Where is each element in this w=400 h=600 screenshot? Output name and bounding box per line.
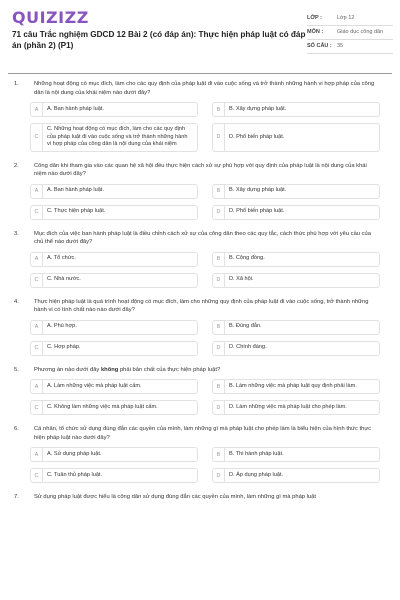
question-item bbox=[0, 230, 400, 288]
answer-option[interactable] bbox=[212, 252, 380, 267]
option-letter: B bbox=[213, 380, 225, 393]
option-text: D. Làm những việc mà pháp luật cho phép làm. bbox=[229, 403, 347, 410]
question-item bbox=[0, 80, 400, 152]
option-text: A. Ban hành pháp luật. bbox=[47, 105, 104, 112]
question-body: Những hoạt động có mục đích, làm cho các quy định của pháp luật đi vào cuộc sống và trở thành những hành vi hợp pháp của công dân là nội dung của khái niệm nào dưới đây? bbox=[34, 81, 375, 96]
question-text bbox=[10, 493, 390, 502]
question-body: Mục đích của việc ban hành pháp luật là điều chỉnh cách xử sự của công dân theo các quy tắc, cách thức phù hợp với yêu cầu của chủ thể nào dưới đây? bbox=[34, 230, 371, 245]
answer-option[interactable] bbox=[30, 468, 198, 483]
option-text: B. Thi hành pháp luật. bbox=[229, 450, 284, 457]
answer-option[interactable] bbox=[30, 341, 198, 356]
option-letter: C bbox=[31, 124, 43, 151]
question-number: 5. bbox=[14, 366, 19, 373]
answer-option[interactable] bbox=[30, 102, 198, 117]
question-number: 7. bbox=[14, 494, 19, 500]
question-text bbox=[10, 366, 390, 375]
answer-option[interactable] bbox=[30, 184, 198, 199]
option-letter: D bbox=[213, 274, 225, 287]
question-body: Thực hiện pháp luật là quá trình hoạt động có mục đích, làm cho những quy định của pháp luật đi vào cuộc sống, trở thành những hành vi có tính chất nào nào dưới đây? bbox=[34, 298, 369, 313]
option-letter: A bbox=[31, 448, 43, 461]
answer-option[interactable] bbox=[30, 273, 198, 288]
answer-option[interactable] bbox=[30, 400, 198, 415]
answer-option[interactable] bbox=[212, 447, 380, 462]
answer-option[interactable] bbox=[212, 184, 380, 199]
meta-info bbox=[307, 12, 393, 54]
option-text: A. Ban hành pháp luật. bbox=[47, 187, 104, 194]
question-text bbox=[10, 425, 390, 442]
option-letter: D bbox=[213, 401, 225, 414]
question-item bbox=[0, 366, 400, 416]
option-text: A. Phù hợp. bbox=[47, 323, 77, 330]
answer-options bbox=[10, 447, 390, 483]
option-letter: C bbox=[31, 274, 43, 287]
meta-row-class bbox=[307, 12, 393, 26]
option-text: C. Những hoạt động có mục đích, làm cho các quy định của pháp luật đi vào cuộc sống và trở thành những hành vi hợp pháp của công dân là nội dung của khái niệm bbox=[47, 126, 188, 147]
answer-option[interactable] bbox=[30, 320, 198, 335]
option-letter: A bbox=[31, 253, 43, 266]
question-body bbox=[34, 366, 390, 375]
question-keyword: không bbox=[100, 366, 119, 373]
answer-options bbox=[10, 252, 390, 288]
page-title: 71 câu Trắc nghiệm GDCD 12 Bài 2 (có đáp án): Thực hiện pháp luật có đáp án (phần 2) (P1) bbox=[12, 30, 306, 50]
question-number: 3. bbox=[14, 230, 19, 237]
meta-row-count bbox=[307, 40, 393, 54]
question-number: 6. bbox=[14, 426, 19, 432]
option-text: D. Phổ biến pháp luật. bbox=[229, 133, 285, 140]
question-text bbox=[10, 80, 390, 97]
question-text bbox=[10, 298, 390, 315]
question-number: 1. bbox=[14, 81, 19, 87]
question-number: 4. bbox=[14, 298, 19, 305]
option-letter: B bbox=[213, 448, 225, 461]
question-number: 2. bbox=[14, 162, 19, 169]
option-text: D. Chính đáng. bbox=[229, 344, 267, 351]
option-letter: B bbox=[213, 185, 225, 198]
meta-row-subject bbox=[307, 26, 393, 40]
answer-option[interactable] bbox=[212, 205, 380, 220]
option-letter: D bbox=[213, 342, 225, 355]
question-item bbox=[0, 425, 400, 483]
answer-options bbox=[10, 184, 390, 220]
answer-option[interactable] bbox=[212, 468, 380, 483]
option-text: B. Xây dựng pháp luật. bbox=[229, 105, 287, 112]
option-text: C. Nhà nước. bbox=[47, 276, 81, 283]
option-letter: A bbox=[31, 185, 43, 198]
answer-option[interactable] bbox=[30, 379, 198, 394]
option-letter: C bbox=[31, 469, 43, 482]
question-item bbox=[0, 298, 400, 356]
option-letter: D bbox=[213, 206, 225, 219]
option-text: D. Phổ biến pháp luật. bbox=[229, 208, 285, 215]
header-divider bbox=[8, 73, 392, 74]
option-text: C. Hợp pháp. bbox=[47, 344, 81, 351]
option-text: C. Không làm những việc mà pháp luật cấm. bbox=[47, 403, 158, 410]
question-body: Sử dụng pháp luật được hiểu là công dân sử dụng đúng đắn các quyền của mình, làm những gì mà pháp luật bbox=[34, 494, 316, 500]
header bbox=[0, 0, 400, 67]
answer-option[interactable] bbox=[30, 123, 198, 152]
answer-option[interactable] bbox=[30, 252, 198, 267]
question-body: Cá nhân, tổ chức sử dụng đúng đắn các quyền của mình, làm những gì mà pháp luật cho phép làm là biểu hiện của hình thức thực hiện pháp luật nào dưới đây? bbox=[34, 426, 372, 441]
option-letter: C bbox=[31, 206, 43, 219]
option-text: B. Đúng đắn. bbox=[229, 323, 262, 330]
option-letter: C bbox=[31, 342, 43, 355]
meta-label: MÔN : bbox=[307, 29, 324, 35]
option-letter: A bbox=[31, 380, 43, 393]
answer-option[interactable] bbox=[212, 123, 380, 152]
meta-value: Giáo dục công dân bbox=[337, 29, 384, 35]
option-text: C. Thực hiện pháp luật. bbox=[47, 208, 106, 215]
option-letter: D bbox=[213, 469, 225, 482]
question-text-part: phải bản chất của thực hiện pháp luật? bbox=[118, 366, 221, 373]
option-letter: B bbox=[213, 321, 225, 334]
option-text: A. Làm những việc mà pháp luật cấm. bbox=[47, 382, 142, 389]
option-text: D. Xã hội. bbox=[229, 276, 254, 283]
option-text: A. Sử dụng pháp luật. bbox=[47, 450, 102, 457]
quizizz-logo: QUIZIZZ bbox=[12, 8, 89, 27]
option-letter: B bbox=[213, 103, 225, 116]
answer-option[interactable] bbox=[212, 379, 380, 394]
answer-option[interactable] bbox=[212, 320, 380, 335]
option-text: A. Tổ chức. bbox=[47, 255, 76, 262]
question-text bbox=[10, 230, 390, 247]
answer-options bbox=[10, 102, 390, 152]
answer-options bbox=[10, 379, 390, 415]
option-text: B. Xây dựng pháp luật. bbox=[229, 187, 287, 194]
meta-value: 35 bbox=[337, 43, 344, 49]
answer-option[interactable] bbox=[212, 273, 380, 288]
question-item bbox=[0, 162, 400, 220]
option-letter: A bbox=[31, 103, 43, 116]
meta-label: SỐ CÂU : bbox=[307, 43, 332, 49]
answer-option[interactable] bbox=[212, 400, 380, 415]
question-text bbox=[10, 162, 390, 179]
option-text: B. Làm những việc mà pháp luật quy định phải làm. bbox=[229, 382, 357, 389]
option-letter: D bbox=[213, 124, 225, 151]
answer-option[interactable] bbox=[212, 102, 380, 117]
answer-option[interactable] bbox=[30, 205, 198, 220]
option-letter: A bbox=[31, 321, 43, 334]
option-text: C. Tuân thủ pháp luật. bbox=[47, 471, 103, 478]
answer-option[interactable] bbox=[212, 341, 380, 356]
question-item bbox=[0, 493, 400, 502]
option-text: B. Cộng đồng. bbox=[229, 255, 265, 262]
question-list bbox=[0, 80, 400, 512]
question-body: Công dân khi tham gia vào các quan hệ xã hội đều thực hiện cách xử sự phù hợp với quy định của pháp luật là nội dung của khái niệm nào dưới đây? bbox=[34, 162, 367, 177]
meta-label: LỚP : bbox=[307, 15, 322, 21]
answer-options bbox=[10, 320, 390, 356]
option-letter: B bbox=[213, 253, 225, 266]
option-letter: C bbox=[31, 401, 43, 414]
answer-option[interactable] bbox=[30, 447, 198, 462]
meta-value: Lớp 12 bbox=[337, 15, 355, 21]
question-text-part: Phương án nào dưới đây bbox=[34, 366, 101, 373]
option-text: D. Áp dụng pháp luật. bbox=[229, 471, 284, 478]
